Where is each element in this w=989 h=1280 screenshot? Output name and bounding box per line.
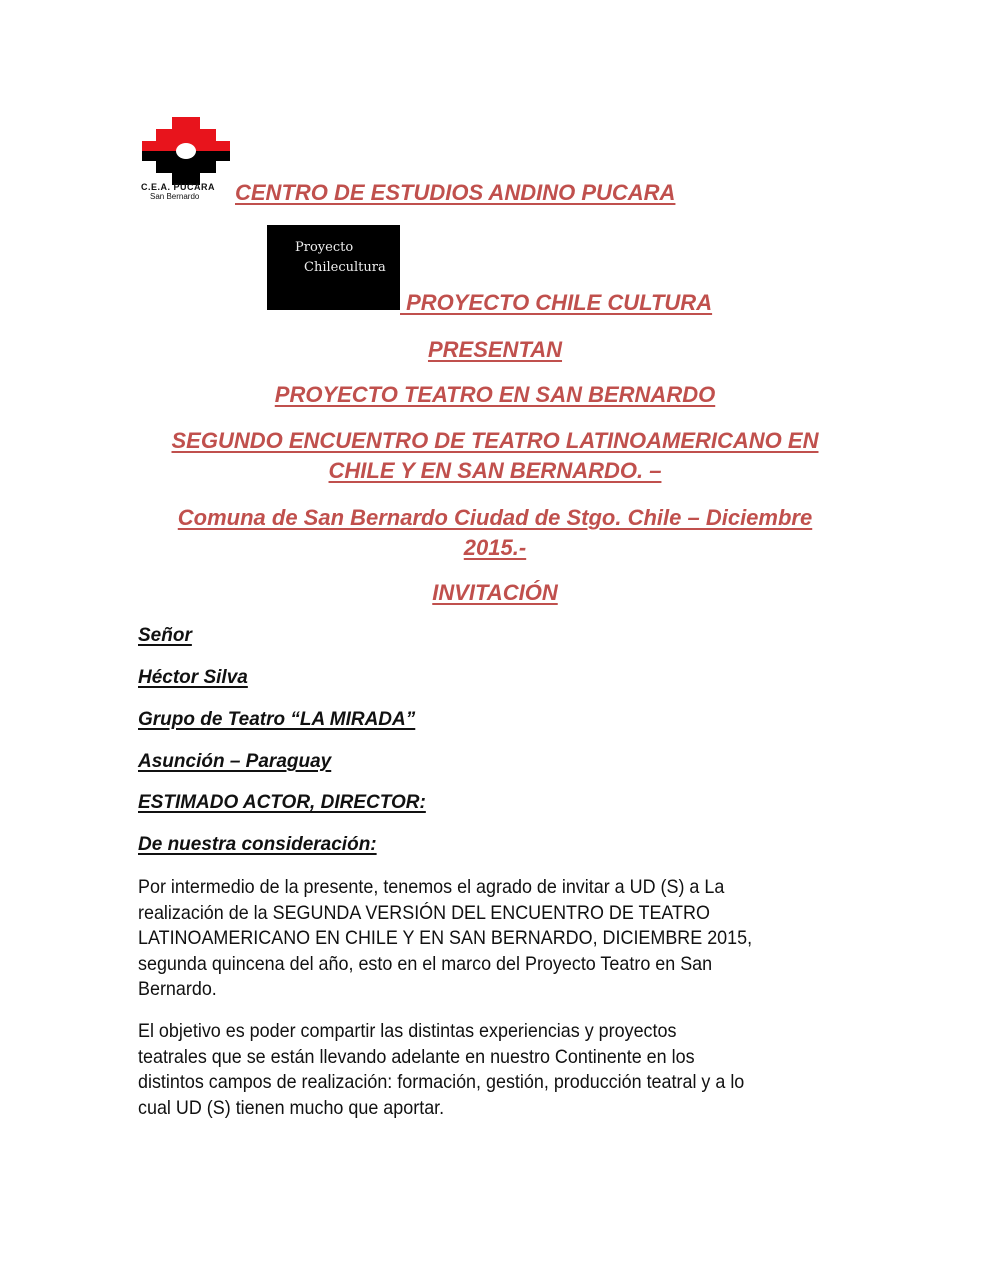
heading-comuna-line2: 2015.- [463, 535, 527, 560]
cea-logo-line1: C.E.A. PUCARA [141, 182, 216, 192]
heading-presentan: PRESENTAN [427, 337, 563, 362]
heading-proyecto-teatro: PROYECTO TEATRO EN SAN BERNARDO [274, 382, 716, 407]
heading-segundo-encuentro-line1: SEGUNDO ENCUENTRO DE TEATRO LATINOAMERICANO EN [171, 428, 819, 453]
chilecultura-logo-line1: Proyecto [295, 240, 354, 255]
recipient-salutation: Señor [138, 625, 192, 646]
paragraph-line: cual UD (S) tienen mucho que aportar. [138, 1096, 445, 1119]
heading-comuna-line1: Comuna de San Bernardo Ciudad de Stgo. Chile – Diciembre [177, 505, 813, 530]
chilecultura-logo-line2: Chilecultura [304, 260, 386, 275]
paragraph-line: Bernardo. [138, 978, 217, 1000]
paragraph-objective [138, 1019, 857, 1121]
recipient-greeting: ESTIMADO ACTOR, DIRECTOR: [138, 792, 426, 813]
chakana-cross-icon [138, 115, 234, 187]
paragraph-line: teatrales que se están llevando adelante en nuestro Continente en los [138, 1045, 695, 1068]
heading-centro: CENTRO DE ESTUDIOS ANDINO PUCARA [235, 180, 676, 205]
heading-proyecto-chile-cultura: PROYECTO CHILE CULTURA [400, 290, 713, 315]
heading-invitacion: INVITACIÓN [432, 580, 558, 605]
recipient-group: Grupo de Teatro “LA MIRADA” [138, 709, 416, 730]
paragraph-line: LATINOAMERICANO EN CHILE Y EN SAN BERNARDO, DICIEMBRE 2015, [138, 927, 753, 949]
paragraph-line: segunda quincena del año, esto en el marco del Proyecto Teatro en San [138, 952, 713, 975]
paragraph-line: distintos campos de realización: formación, gestión, producción teatral y a lo [138, 1071, 745, 1093]
paragraph-line: El objetivo es poder compartir las distintas experiencias y proyectos [138, 1020, 677, 1042]
paragraph-invitation [138, 875, 857, 1003]
proyecto-chilecultura-logo [267, 225, 400, 310]
recipient-name: Héctor Silva [138, 667, 248, 688]
recipient-location: Asunción – Paraguay [138, 751, 332, 772]
cea-logo-line2: San Bernardo [150, 192, 200, 201]
paragraph-line: realización de la SEGUNDA VERSIÓN DEL ENCUENTRO DE TEATRO [138, 901, 710, 924]
cea-pucara-logo [138, 115, 234, 205]
paragraph-line: Por intermedio de la presente, tenemos el agrado de invitar a UD (S) a La [138, 876, 725, 898]
heading-segundo-encuentro-line2: CHILE Y EN SAN BERNARDO. – [328, 458, 662, 483]
recipient-consideration: De nuestra consideración: [138, 834, 377, 855]
